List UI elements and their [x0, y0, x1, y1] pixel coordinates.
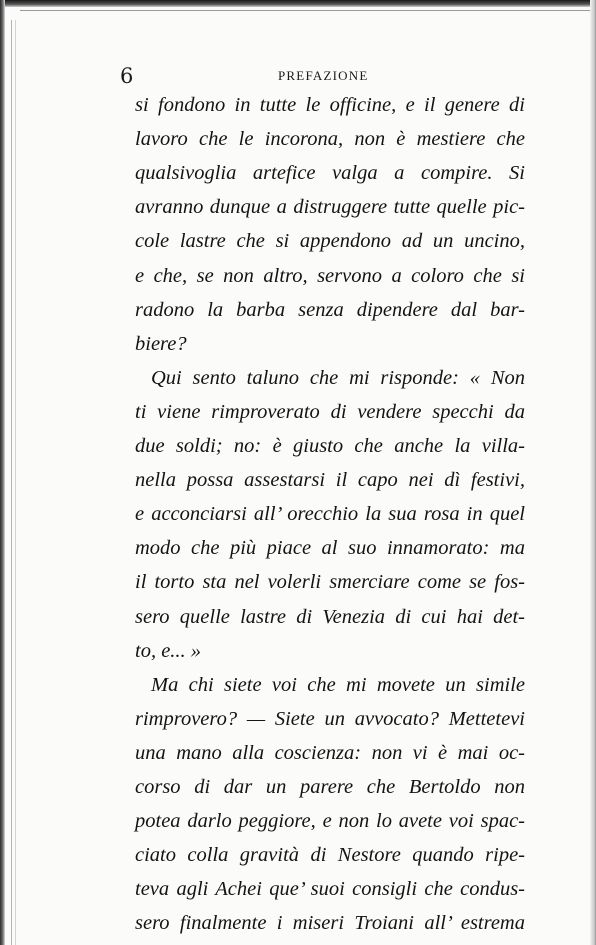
- text-line: radono la barba senza dipendere dal bar-: [135, 298, 525, 321]
- text-line: rimprovero? — Siete un avvocato? Mettetevi: [135, 707, 525, 730]
- text-line: ti viene rimproverato di vendere specchi da: [135, 400, 525, 423]
- text-line: ciato colla gravità di Nestore quando ripe-: [135, 844, 525, 867]
- page-number: 6: [120, 64, 134, 88]
- text-line: potea darlo peggiore, e non lo avete voi spac-: [135, 810, 525, 833]
- text-line: sero finalmente i miseri Troiani all’ estrema: [135, 912, 525, 935]
- page-top-rule: [20, 10, 596, 11]
- binding-line-inner: [15, 20, 16, 945]
- text-line: due soldi; no: è giusto che anche la villa-: [135, 435, 525, 457]
- text-line: avranno dunque a distruggere tutte quelle pic-: [135, 196, 525, 219]
- text-line: si fondono in tutte le officine, e il genere di: [135, 94, 525, 116]
- text-line: lavoro che le incorona, non è mestiere che: [135, 128, 525, 151]
- text-line: qualsivoglia artefice valga a compire. Si: [135, 162, 525, 185]
- text-line: Qui sento taluno che mi risponde: « Non: [151, 366, 525, 389]
- text-line: sero quelle lastre di Venezia di cui hai det-: [135, 605, 525, 628]
- text-line: modo che più piace al suo innamorato: ma: [135, 537, 525, 560]
- binding-line: [11, 20, 12, 945]
- text-line: e che, se non altro, servono a coloro che si: [135, 264, 525, 287]
- text-line: teva agli Achei que’ suoi consigli che condus-: [135, 878, 525, 901]
- page-left-edge: [0, 0, 5, 945]
- text-line: cole lastre che si appendono ad un uncino,: [135, 230, 525, 253]
- page-header: [120, 62, 540, 90]
- text-line: il torto sta nel volerli smerciare come se fos-: [135, 571, 525, 594]
- text-line: corso di dar un parere che Bertoldo non: [135, 776, 525, 798]
- text-line: biere?: [135, 332, 187, 355]
- text-line: nella possa assestarsi il capo nei dì festivi,: [135, 469, 525, 492]
- running-head: PREFAZIONE: [278, 68, 369, 83]
- text-line: e acconciarsi all’ orecchio la sua rosa in quel: [135, 503, 525, 526]
- page-top-edge: [0, 0, 596, 7]
- text-line: to, e... »: [135, 639, 202, 662]
- text-line: una mano alla coscienza: non vi è mai oc-: [135, 741, 525, 764]
- page-right-edge: [590, 0, 596, 945]
- text-line: Ma chi siete voi che mi movete un simile: [151, 673, 525, 696]
